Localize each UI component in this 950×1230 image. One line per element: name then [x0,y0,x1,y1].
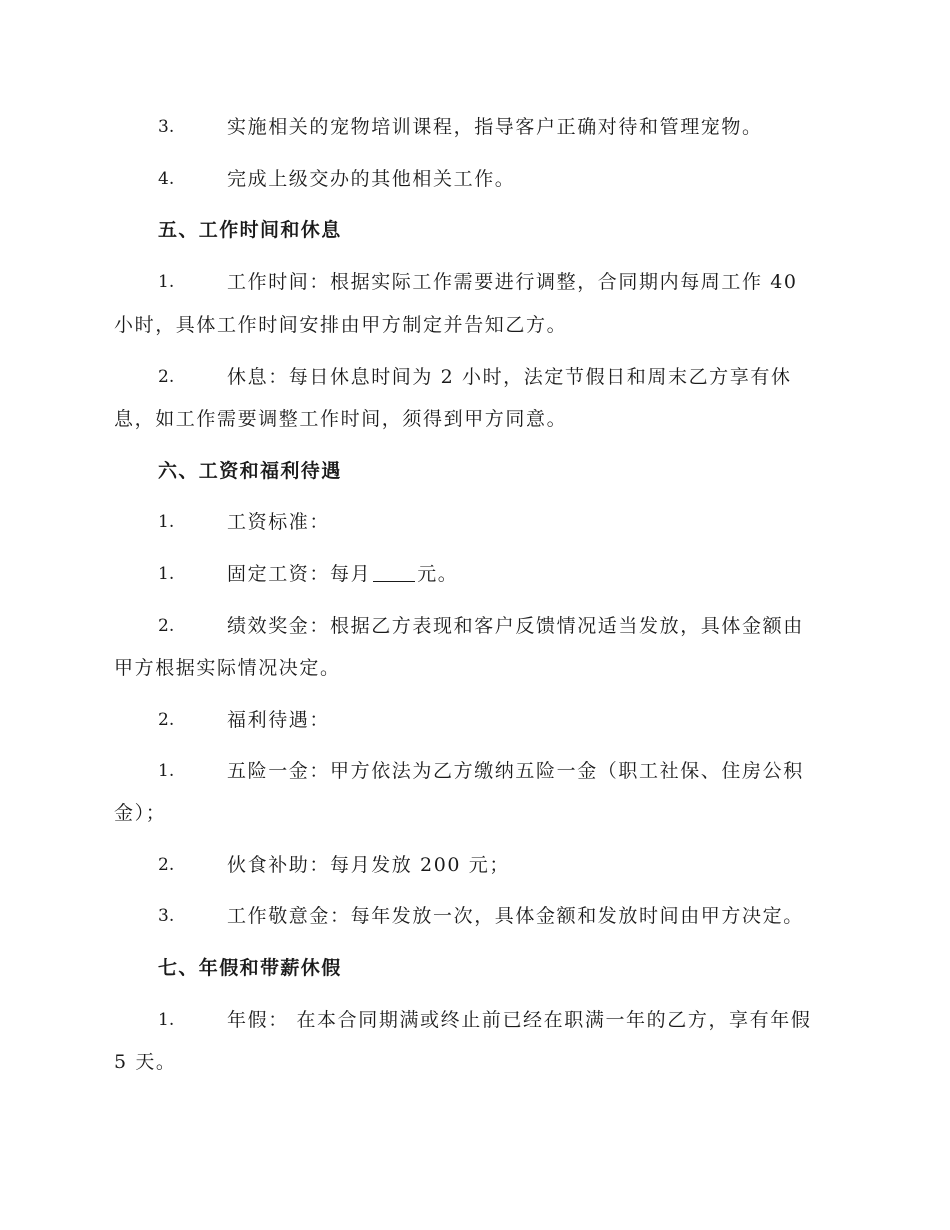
item-number: 3. [158,906,175,926]
item-number: 1. [158,761,175,781]
item-text: 工资标准： [227,511,331,533]
item-text-continued: 金）； [114,802,167,824]
item-text: 福利待遇： [227,709,331,731]
list-item [0,507,950,537]
list-item-continuation [0,653,950,683]
list-item [0,756,950,786]
list-item [0,164,950,194]
item-number: 1. [158,512,175,532]
section-6-heading: 六、工资和福利待遇 [158,460,342,482]
section-heading [0,215,950,245]
list-item [0,362,950,392]
list-item-continuation [0,798,950,828]
list-item-continuation [0,310,950,340]
item-text [227,559,458,589]
fill-in-blank [373,563,415,582]
section-7-heading: 七、年假和带薪休假 [158,957,342,979]
item-number: 1. [158,564,175,584]
fixed-salary-label: 固定工资：每月 [227,563,372,585]
item-text: 完成上级交办的其他相关工作。 [227,168,516,190]
item-text: 工作时间：根据实际工作需要进行调整，合同期内每周工作 40 [227,271,798,293]
item-number: 3. [158,117,175,137]
item-text: 年假： 在本合同期满或终止前已经在职满一年的乙方，享有年假 [227,1009,812,1031]
item-text-continued: 小时，具体工作时间安排由甲方制定并告知乙方。 [114,314,568,336]
item-text: 伙食补助：每月发放 200 元； [227,854,510,876]
list-item [0,267,950,297]
item-text: 绩效奖金：根据乙方表现和客户反馈情况适当发放，具体金额由 [227,615,804,637]
item-text: 五险一金：甲方依法为乙方缴纳五险一金（职工社保、住房公积 [227,760,804,782]
list-item [0,705,950,735]
list-item [0,901,950,931]
list-item [0,611,950,641]
fixed-salary-unit: 元。 [417,563,459,585]
item-number: 2. [158,855,175,875]
item-number: 2. [158,367,175,387]
item-number: 2. [158,616,175,636]
list-item [0,1005,950,1035]
item-text-continued: 5 天。 [114,1051,177,1073]
item-number: 1. [158,1010,175,1030]
item-number: 2. [158,710,175,730]
list-item [0,112,950,142]
item-text: 休息：每日休息时间为 2 小时，法定节假日和周末乙方享有休 [227,366,792,388]
section-heading [0,953,950,983]
list-item [0,559,950,589]
section-5-heading: 五、工作时间和休息 [158,219,342,241]
section-heading [0,456,950,486]
item-text-continued: 甲方根据实际情况决定。 [114,657,341,679]
item-text: 工作敬意金：每年发放一次，具体金额和发放时间由甲方决定。 [227,905,804,927]
list-item [0,850,950,880]
list-item-continuation [0,1047,950,1077]
item-number: 1. [158,272,175,292]
item-number: 4. [158,169,175,189]
item-text-continued: 息，如工作需要调整工作时间，须得到甲方同意。 [114,408,568,430]
item-text: 实施相关的宠物培训课程，指导客户正确对待和管理宠物。 [227,116,763,138]
list-item-continuation [0,404,950,434]
